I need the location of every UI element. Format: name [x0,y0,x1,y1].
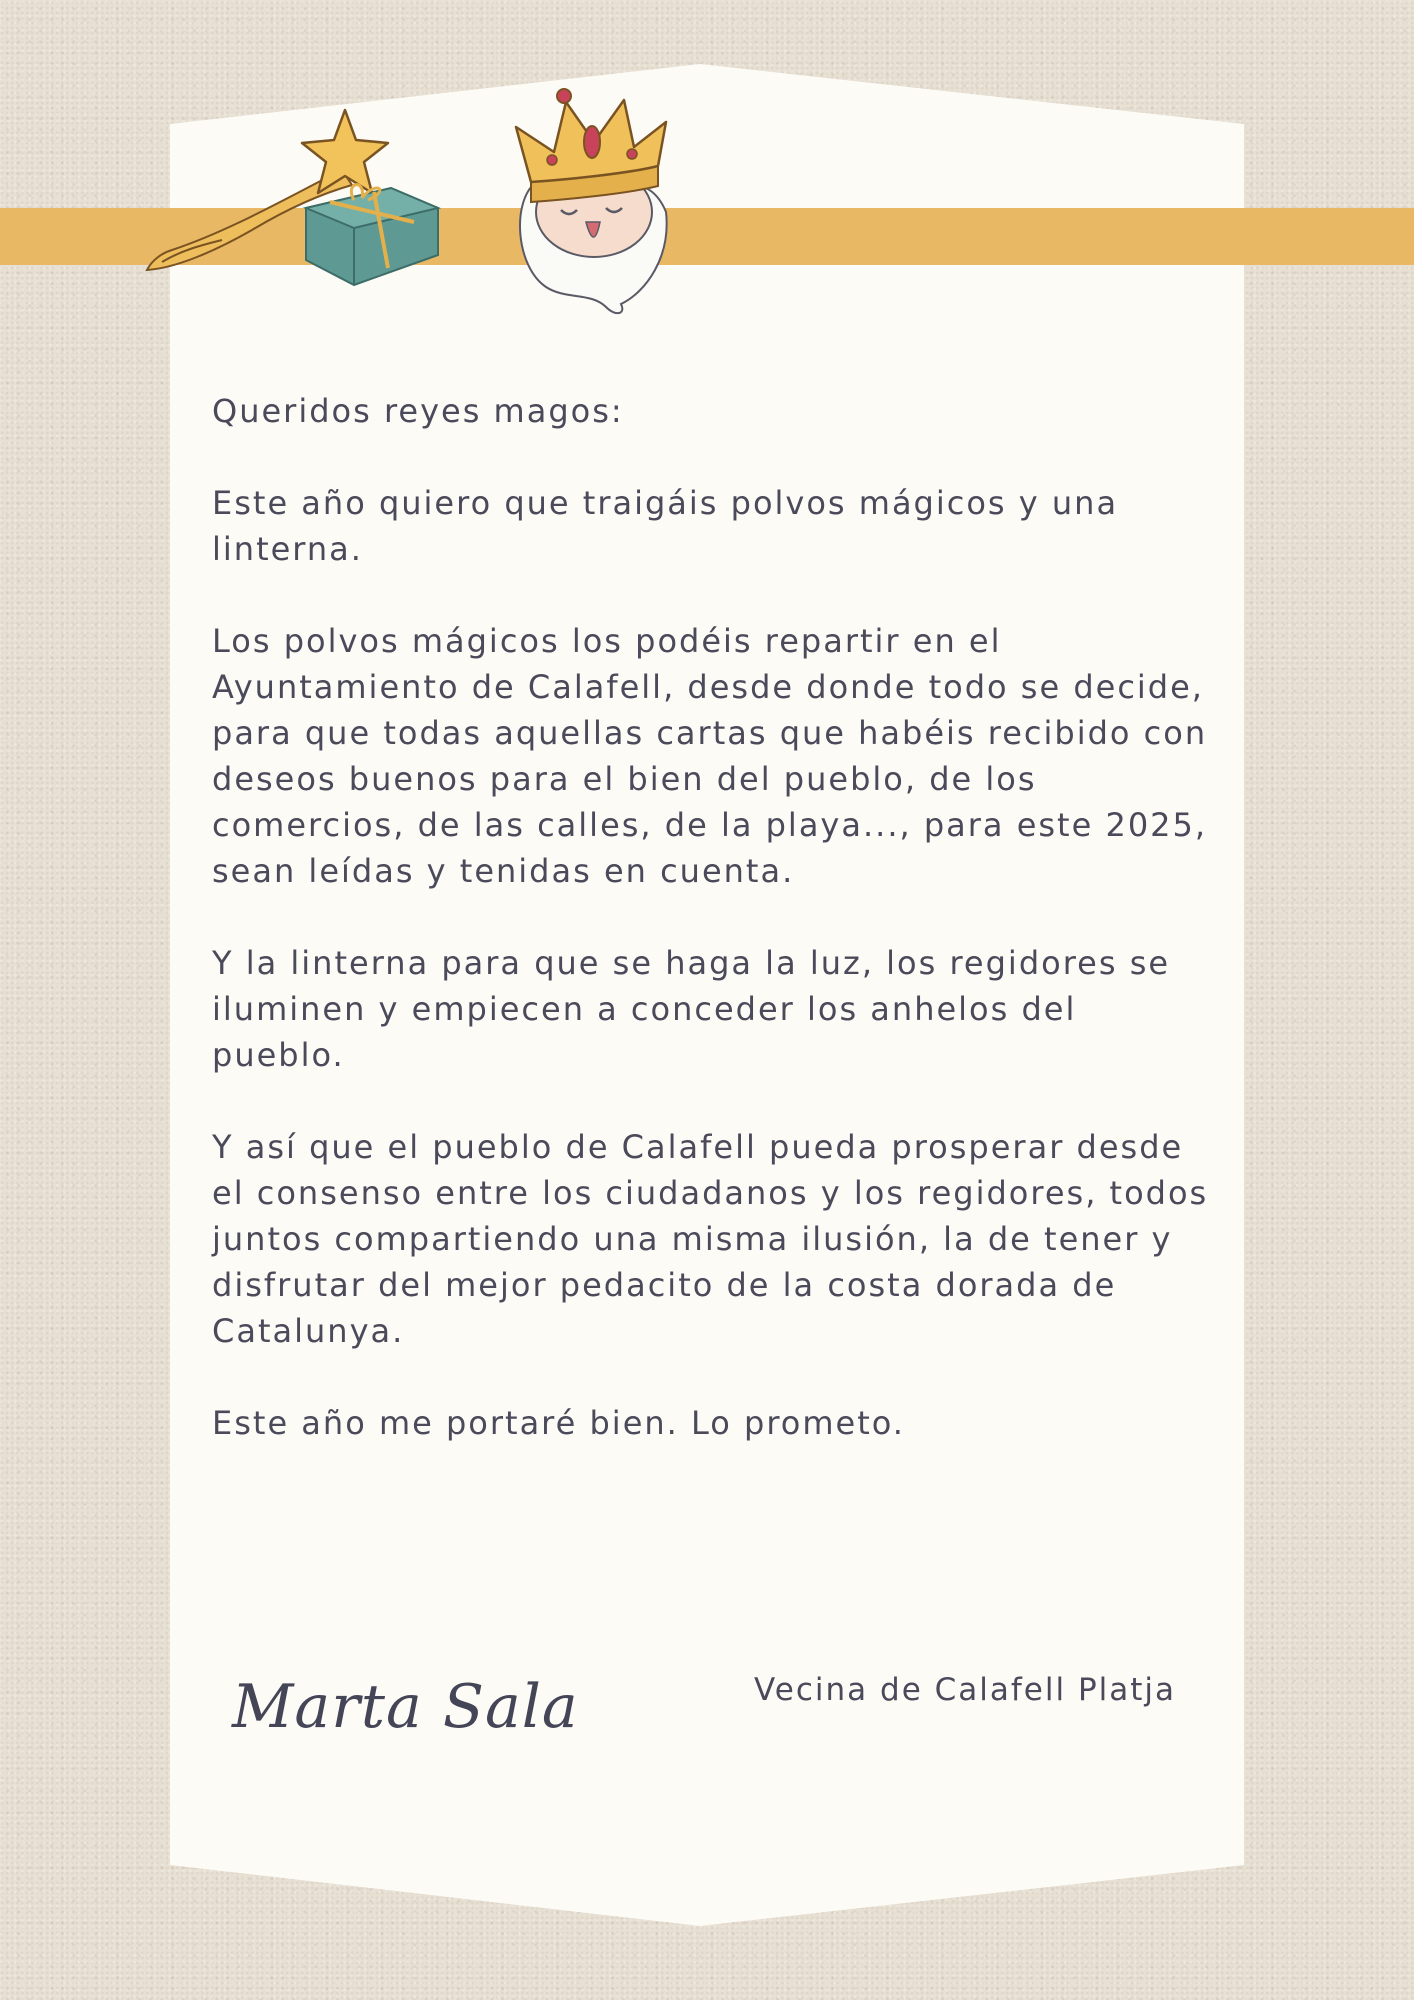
letter-paragraph: Y así que el pueblo de Calafell pueda prosperar desde el consenso entre los ciudadanos y los regidores, todos juntos compartiendo una misma ilusión, la de tener y disfrutar del mejor pedacito de la costa dorada de Catalunya. [212,1128,1209,1350]
signature-role: Vecina de Calafell Platja [754,1672,1177,1708]
king-head-icon [506,82,676,322]
signature-name: Marta Sala [232,1672,579,1742]
letter-paragraph: Este año quiero que traigáis polvos mágicos y una linterna. [212,484,1119,568]
letter-paragraph: Y la linterna para que se haga la luz, los regidores se iluminen y empiecen a conceder los anhelos del pueblo. [212,944,1171,1074]
letter-paragraph: Los polvos mágicos los podéis repartir en el Ayuntamiento de Calafell, desde donde todo se decide, para que todas aquellas cartas que habéis recibido con deseos buenos para el bien del pueblo, de los comercios, de las calles, de la playa..., para este 2025, sean leídas y tenidas en cuenta. [212,622,1208,890]
letter-greeting: Queridos reyes magos: [212,392,624,430]
gift-box-icon [296,160,446,290]
letter-paragraph: Este año me portaré bien. Lo prometo. [212,1404,905,1442]
letter-body [212,388,1212,1492]
